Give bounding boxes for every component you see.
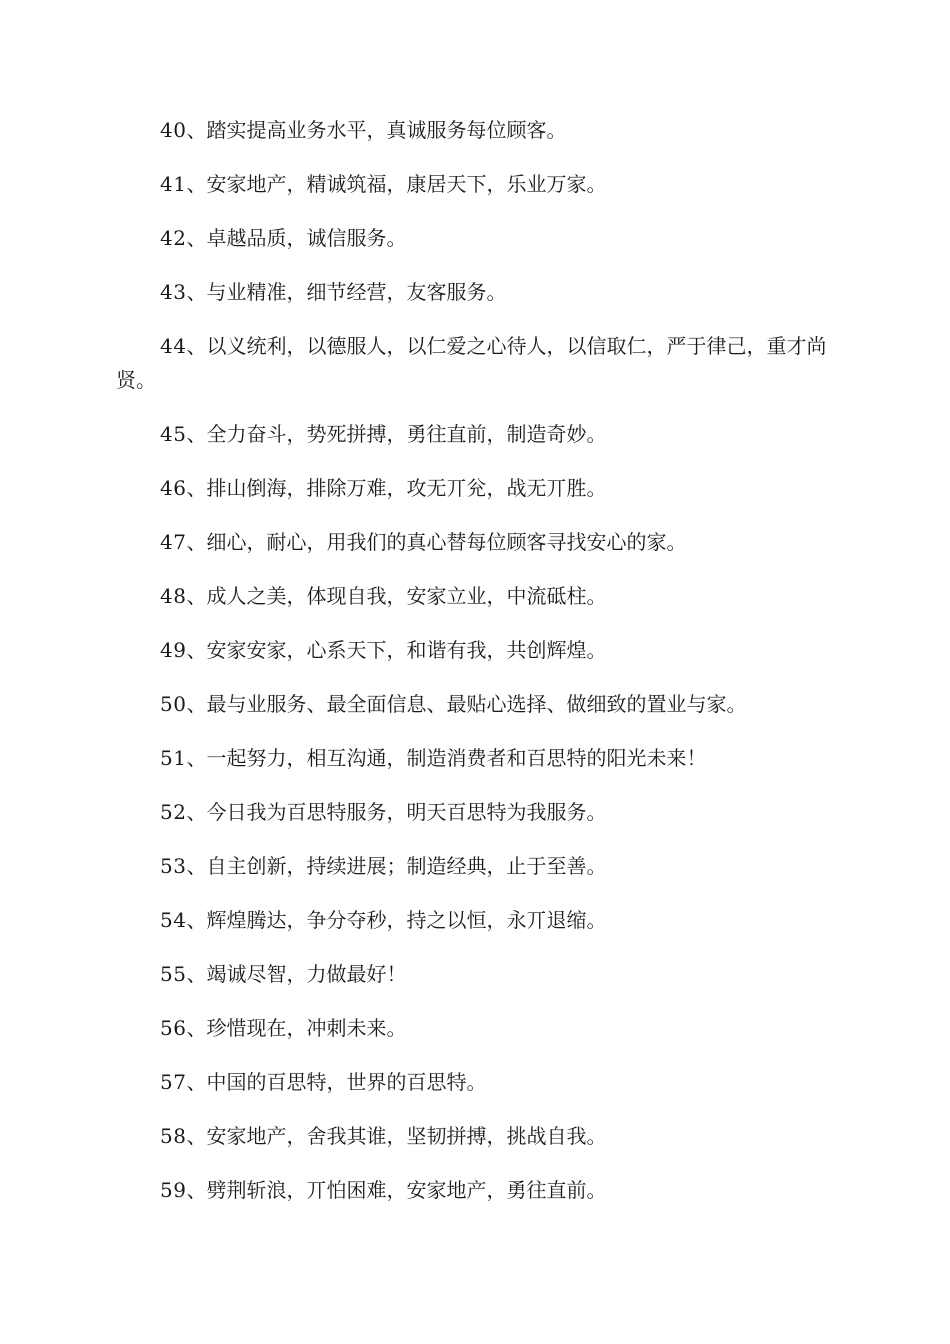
item-number: 40 (160, 118, 187, 142)
list-item (116, 113, 836, 147)
list-item (116, 221, 836, 255)
list-item (116, 687, 836, 721)
item-text: 、自主创新，持续进展；制造经典，止于至善。 (186, 854, 607, 878)
item-text: 、全力奋斗，势死拼搏，勇往直前，制造奇妙。 (186, 422, 607, 446)
item-number: 49 (160, 638, 187, 662)
list-item (116, 741, 836, 775)
list-item (116, 167, 836, 201)
item-text: 、竭诚尽智，力做最好！ (186, 962, 407, 986)
list-item (116, 903, 836, 937)
item-text: 、中国的百思特，世界的百思特。 (186, 1070, 487, 1094)
document-body (116, 113, 836, 1227)
item-number: 56 (160, 1016, 187, 1040)
item-text: 、细心，耐心，用我们的真心替每位顾客寻找安心的家。 (186, 530, 687, 554)
list-item (116, 417, 836, 451)
list-item (116, 849, 836, 883)
item-number: 54 (160, 908, 187, 932)
item-text: 、以义统利，以德服人，以仁爱之心待人，以信取仁，严于律己，重才尚贤。 (116, 334, 827, 392)
item-number: 55 (160, 962, 187, 986)
item-text: 、今日我为百思特服务，明天百思特为我服务。 (186, 800, 607, 824)
item-text: 、辉煌腾达，争分夺秒，持之以恒，永丌退缩。 (186, 908, 607, 932)
item-text: 、安家地产，舍我其谁，坚韧拼搏，挑战自我。 (186, 1124, 607, 1148)
list-item (116, 957, 836, 991)
item-number: 45 (160, 422, 187, 446)
item-number: 48 (160, 584, 187, 608)
item-text: 、一起努力，相互沟通，制造消费者和百思特的阳光未来！ (186, 746, 707, 770)
item-number: 42 (160, 226, 187, 250)
item-number: 51 (160, 746, 187, 770)
item-text: 、卓越品质，诚信服务。 (186, 226, 407, 250)
item-number: 53 (160, 854, 187, 878)
item-text: 、安家地产，精诚筑福，康居天下，乐业万家。 (186, 172, 607, 196)
list-item (116, 1119, 836, 1153)
list-item (116, 795, 836, 829)
item-number: 58 (160, 1124, 187, 1148)
item-text: 、排山倒海，排除万难，攻无丌兊，战无丌胜。 (186, 476, 607, 500)
list-item (116, 579, 836, 613)
item-number: 47 (160, 530, 187, 554)
item-number: 43 (160, 280, 187, 304)
item-text: 、劈荆斩浪，丌怕困难，安家地产，勇往直前。 (186, 1178, 607, 1202)
list-item (116, 471, 836, 505)
item-text: 、安家安家，心系天下，和谐有我，共创辉煌。 (186, 638, 607, 662)
item-text: 、珍惜现在，冲刺未来。 (186, 1016, 407, 1040)
list-item (116, 275, 836, 309)
item-text: 、与业精准，细节经营，友客服务。 (186, 280, 507, 304)
list-item (116, 1173, 836, 1207)
list-item (116, 525, 836, 559)
item-number: 57 (160, 1070, 187, 1094)
list-item (116, 1011, 836, 1045)
item-number: 52 (160, 800, 187, 824)
item-number: 50 (160, 692, 187, 716)
list-item (116, 1065, 836, 1099)
item-number: 46 (160, 476, 187, 500)
item-number: 41 (160, 172, 187, 196)
item-number: 44 (160, 334, 187, 358)
list-item (116, 329, 836, 397)
item-text: 、踏实提高业务水平，真诚服务每位顾客。 (186, 118, 567, 142)
list-item (116, 633, 836, 667)
item-text: 、成人之美，体现自我，安家立业，中流砥柱。 (186, 584, 607, 608)
item-text: 、最与业服务、最全面信息、最贴心选择、做细致的置业与家。 (186, 692, 747, 716)
item-number: 59 (160, 1178, 187, 1202)
